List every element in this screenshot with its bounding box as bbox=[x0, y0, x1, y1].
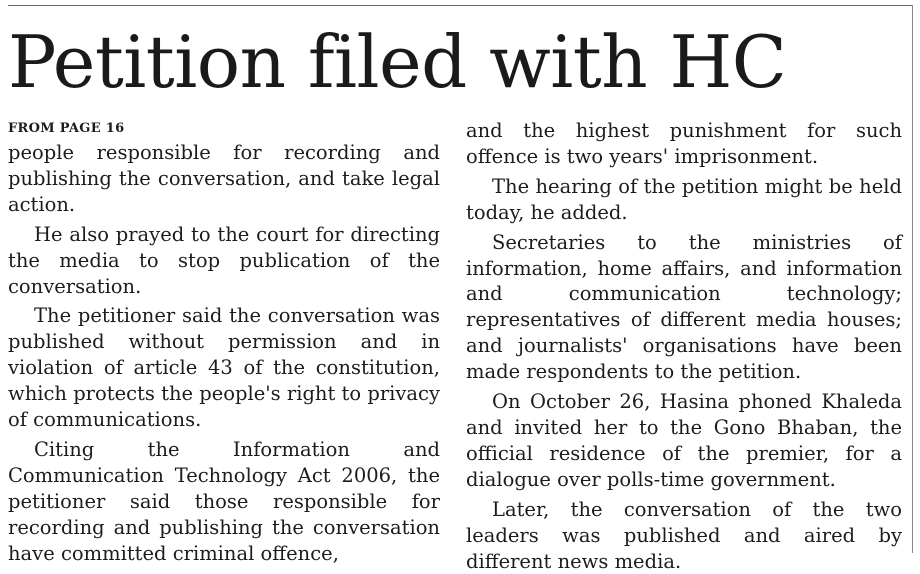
top-rule bbox=[8, 5, 912, 6]
article-column-right bbox=[466, 118, 902, 574]
paragraph: and the highest punishment for such offence is two years' imprisonment. bbox=[466, 119, 902, 168]
paragraph: Later, the conversation of the two leaders was published and aired by different news media. bbox=[466, 497, 902, 573]
article-column-left bbox=[8, 118, 440, 567]
headline: Petition filed with HC bbox=[8, 20, 787, 104]
paragraph: The petitioner said the conversation was published without permission and in violation of article 43 of the constitution, which protects the people's right to privacy of communications. bbox=[8, 304, 440, 432]
paragraph: people responsible for recording and publishing the conversation, and take legal action. bbox=[8, 141, 440, 216]
paragraph: The hearing of the petition might be held today, he added. bbox=[466, 174, 902, 224]
paragraph: Secretaries to the ministries of information, home affairs, and information and communication technology; representatives of different media houses; and journalists' organisations have been made respondents to the petition. bbox=[466, 230, 902, 384]
paragraph: On October 26, Hasina phoned Khaleda and invited her to the Gono Bhaban, the official residence of the premier, for a dialogue over polls-time government. bbox=[466, 390, 902, 491]
continuation-kicker: FROM PAGE 16 bbox=[8, 121, 125, 136]
paragraph: Citing the Information and Communication Technology Act 2006, the petitioner said those responsible for recording and publishing the conversation have committed criminal offence, bbox=[8, 437, 440, 565]
paragraph: He also prayed to the court for directing the media to stop publication of the conversation. bbox=[8, 222, 440, 298]
column-rule bbox=[912, 5, 913, 553]
